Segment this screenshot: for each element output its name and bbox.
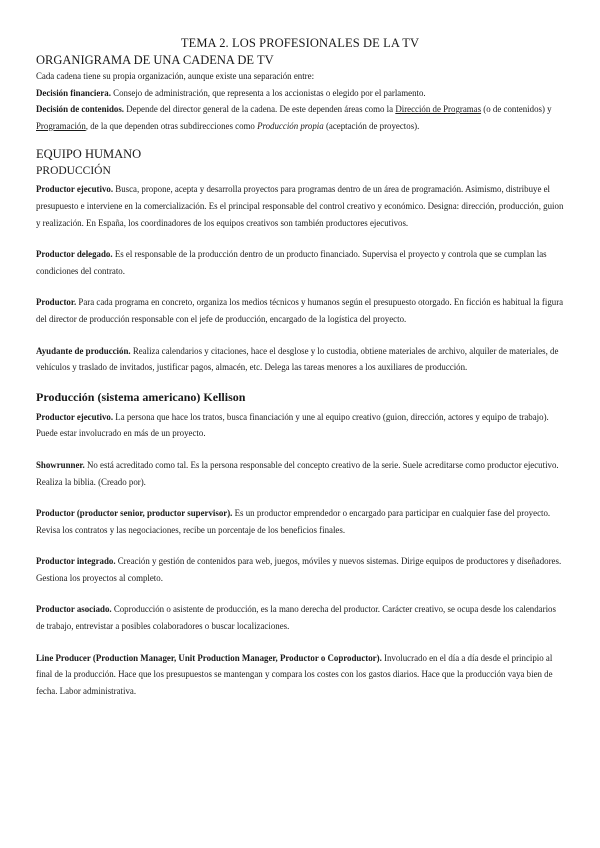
role-term: Productor integrado. xyxy=(36,556,116,567)
role-paragraph: Productor. Para cada programa en concreto, organiza los medios técnicos y humanos según el presupuesto otorgado. En ficción es habitual la figura del director de producción responsable con el jefe de producción, encargado de la logística del proyecto. xyxy=(36,297,564,324)
role-term: Productor ejecutivo. xyxy=(36,184,114,195)
italic-produccion-propia: Producción propia xyxy=(257,120,324,131)
underlined-programacion: Programación xyxy=(36,120,86,131)
document-title: TEMA 2. LOS PROFESIONALES DE LA TV xyxy=(180,36,420,50)
role-paragraph: Line Producer (Production Manager, Unit Production Manager, Productor o Coproductor). Involucrado en el día a día desde el principio al final de la producción. Hace que los presupuestos se mantengan y compara los costes con los gastos diarios. Hace que la producción vaya bien de fecha. Labor administrativa. xyxy=(36,652,553,696)
role-paragraph: Showrunner. No está acreditado como tal. Es la persona responsable del concepto creativo de la serie. Suele acreditarse como productor ejecutivo. Realiza la biblia. (Creado por). xyxy=(36,459,559,487)
role-term: Line Producer (Production Manager, Unit Production Manager, Productor o Coproductor). xyxy=(36,652,382,663)
decision-contenidos: Decisión de contenidos. Depende del director general de la cadena. De este dependen áreas como la Dirección de Programas (o de contenidos) y Programación, de la que dependen otras subdirecciones como Producción propia (aceptación de proyectos). xyxy=(36,104,552,131)
role-term: Ayudante de producción. xyxy=(36,345,131,356)
role-term: Productor asociado. xyxy=(36,604,112,615)
role-term: Showrunner. xyxy=(36,459,85,470)
role-paragraph: Productor asociado. Coproducción o asistente de producción, es la mano derecha del productor. Carácter creativo, se ocupa desde los calendarios de trabajo, entrevistar a posibles colaboradores o buscar localizaciones. xyxy=(36,604,556,632)
role-paragraph: Productor integrado. Creación y gestión de contenidos para web, juegos, móviles y nuevos sistemas. Dirige equipos de productores y diseñadores. Gestiona los proyectos al completo. xyxy=(36,556,562,583)
term-decision-financiera: Decisión financiera. xyxy=(36,87,111,98)
document-page xyxy=(36,36,564,699)
underlined-direccion-programas: Dirección de Programas xyxy=(395,104,482,115)
subheading-produccion: PRODUCCIÓN xyxy=(36,165,111,178)
section-heading-kellison: Producción (sistema americano) Kellison xyxy=(36,389,246,404)
section-heading-organigrama: ORGANIGRAMA DE UNA CADENA DE TV xyxy=(36,53,274,67)
role-term: Productor (productor senior, productor supervisor). xyxy=(36,508,233,519)
role-paragraph: Productor ejecutivo. La persona que hace los tratos, busca financiación y une al equipo creativo (guion, dirección, actores y equipo de trabajo). Puede estar involucrado en más de un proyecto. xyxy=(36,411,549,439)
role-paragraph: Productor delegado. Es el responsable de la producción dentro de un producto financiado. Supervisa el proyecto y controla que se cumplan las condiciones del contrato. xyxy=(36,249,547,276)
role-term: Productor delegado. xyxy=(36,249,113,260)
role-term: Productor ejecutivo. xyxy=(36,411,114,422)
role-paragraph: Ayudante de producción. Realiza calendarios y citaciones, hace el desglose y lo custodia, obtiene materiales de archivo, alquiler de materiales, de vehículos y traslado de invitados, justificar pagos, almacén, etc. Delega las tareas menores a los auxiliares de producción. xyxy=(36,345,559,373)
role-term: Productor. xyxy=(36,297,77,308)
organigrama-intro: Cada cadena tiene su propia organización, aunque existe una separación entre: xyxy=(36,71,315,81)
role-paragraph: Productor (productor senior, productor supervisor). Es un productor emprendedor o encargado para participar en cualquier fase del proyecto. Revisa los contratos y las negociaciones, recibe un porcentaje de los beneficios finales. xyxy=(36,508,551,535)
term-decision-contenidos: Decisión de contenidos. xyxy=(36,104,125,115)
role-paragraph: Productor ejecutivo. Busca, propone, acepta y desarrolla proyectos para programas dentro de un área de programación. Asimismo, distribuye el presupuesto e interviene en la comercialización. Es el principal responsable del control creativo y económico. Designa: dirección, producción, guion y realización. En España, los coordinadores de los equipos creativos son también productores ejecutivos. xyxy=(36,184,564,228)
decision-financiera: Decisión financiera. Consejo de administración, que representa a los accionistas o elegido por el parlamento. xyxy=(36,87,426,98)
section-heading-equipo-humano: EQUIPO HUMANO xyxy=(36,147,142,162)
